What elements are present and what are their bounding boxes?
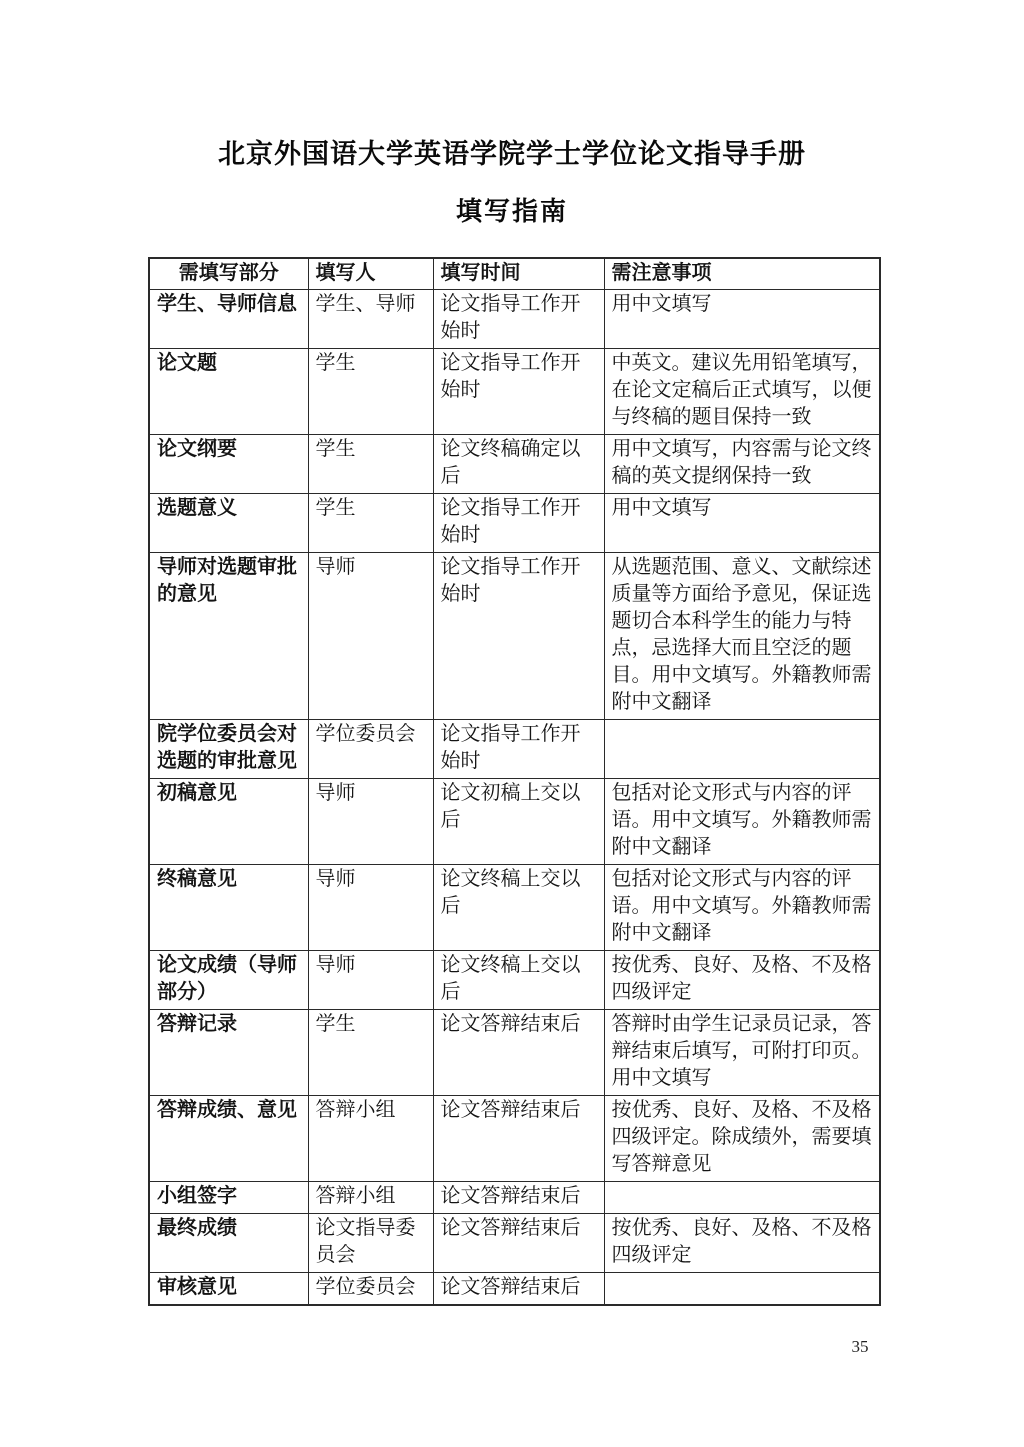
document-subtitle: 填写指南 [455, 196, 568, 226]
table-row [149, 1096, 880, 1182]
cell-filler: 学生、导师 [308, 290, 433, 349]
table-row [149, 1010, 880, 1096]
cell-fill-time: 论文终稿上交以后 [433, 865, 604, 951]
table-row [149, 779, 880, 865]
cell-section: 论文纲要 [149, 435, 308, 494]
cell-fill-time: 论文终稿上交以后 [433, 951, 604, 1010]
cell-section: 学生、导师信息 [149, 290, 308, 349]
cell-filler: 答辩小组 [308, 1096, 433, 1182]
cell-fill-time: 论文指导工作开始时 [433, 720, 604, 779]
column-header-1: 填写人 [308, 258, 433, 290]
cell-filler: 答辩小组 [308, 1182, 433, 1214]
cell-section: 小组签字 [149, 1182, 308, 1214]
document-title: 北京外国语大学英语学院学士学位论文指导手册 [218, 139, 806, 169]
cell-fill-time: 论文答辩结束后 [433, 1182, 604, 1214]
cell-filler: 学位委员会 [308, 1273, 433, 1306]
table-row [149, 951, 880, 1010]
table-header-row [149, 258, 880, 290]
table-row [149, 494, 880, 553]
cell-notes: 包括对论文形式与内容的评语。用中文填写。外籍教师需附中文翻译 [604, 865, 880, 951]
cell-filler: 学生 [308, 494, 433, 553]
table-row [149, 290, 880, 349]
table-row [149, 435, 880, 494]
cell-notes: 用中文填写 [604, 494, 880, 553]
cell-filler: 导师 [308, 951, 433, 1010]
cell-fill-time: 论文指导工作开始时 [433, 290, 604, 349]
cell-section: 最终成绩 [149, 1214, 308, 1273]
column-header-2: 填写时间 [433, 258, 604, 290]
cell-notes: 按优秀、良好、及格、不及格四级评定 [604, 951, 880, 1010]
table-row [149, 865, 880, 951]
cell-notes: 包括对论文形式与内容的评语。用中文填写。外籍教师需附中文翻译 [604, 779, 880, 865]
cell-fill-time: 论文终稿确定以后 [433, 435, 604, 494]
cell-section: 论文成绩（导师部分） [149, 951, 308, 1010]
cell-filler: 论文指导委员会 [308, 1214, 433, 1273]
cell-section: 审核意见 [149, 1273, 308, 1306]
cell-filler: 学位委员会 [308, 720, 433, 779]
cell-fill-time: 论文答辩结束后 [433, 1096, 604, 1182]
cell-section: 院学位委员会对选题的审批意见 [149, 720, 308, 779]
cell-notes: 按优秀、良好、及格、不及格四级评定 [604, 1214, 880, 1273]
cell-section: 答辩记录 [149, 1010, 308, 1096]
page-number: 35 [851, 1337, 869, 1356]
cell-fill-time: 论文指导工作开始时 [433, 494, 604, 553]
cell-section: 终稿意见 [149, 865, 308, 951]
cell-notes: 按优秀、良好、及格、不及格四级评定。除成绩外，需要填写答辩意见 [604, 1096, 880, 1182]
table-row [149, 553, 880, 720]
cell-fill-time: 论文答辩结束后 [433, 1273, 604, 1306]
table-body [149, 290, 880, 1306]
cell-fill-time: 论文指导工作开始时 [433, 553, 604, 720]
cell-notes: 用中文填写 [604, 290, 880, 349]
table-row [149, 1273, 880, 1306]
fill-guide-table [148, 257, 881, 1306]
column-header-0: 需填写部分 [149, 258, 308, 290]
cell-filler: 导师 [308, 553, 433, 720]
cell-notes: 用中文填写，内容需与论文终稿的英文提纲保持一致 [604, 435, 880, 494]
cell-fill-time: 论文答辩结束后 [433, 1214, 604, 1273]
table-row [149, 1182, 880, 1214]
cell-filler: 学生 [308, 349, 433, 435]
cell-section: 选题意义 [149, 494, 308, 553]
cell-filler: 学生 [308, 1010, 433, 1096]
cell-notes: 中英文。建议先用铅笔填写，在论文定稿后正式填写，以便与终稿的题目保持一致 [604, 349, 880, 435]
cell-section: 答辩成绩、意见 [149, 1096, 308, 1182]
cell-section: 初稿意见 [149, 779, 308, 865]
cell-filler: 导师 [308, 779, 433, 865]
cell-notes [604, 1273, 880, 1306]
cell-notes [604, 1182, 880, 1214]
cell-filler: 学生 [308, 435, 433, 494]
cell-notes: 答辩时由学生记录员记录，答辩结束后填写，可附打印页。用中文填写 [604, 1010, 880, 1096]
table-row [149, 1214, 880, 1273]
cell-fill-time: 论文指导工作开始时 [433, 349, 604, 435]
cell-filler: 导师 [308, 865, 433, 951]
cell-section: 导师对选题审批的意见 [149, 553, 308, 720]
cell-fill-time: 论文初稿上交以后 [433, 779, 604, 865]
cell-notes [604, 720, 880, 779]
cell-section: 论文题 [149, 349, 308, 435]
cell-fill-time: 论文答辩结束后 [433, 1010, 604, 1096]
cell-notes: 从选题范围、意义、文献综述质量等方面给予意见，保证选题切合本科学生的能力与特点，忌选择大而且空泛的题目。用中文填写。外籍教师需附中文翻译 [604, 553, 880, 720]
table-row [149, 720, 880, 779]
table-row [149, 349, 880, 435]
column-header-3: 需注意事项 [604, 258, 880, 290]
